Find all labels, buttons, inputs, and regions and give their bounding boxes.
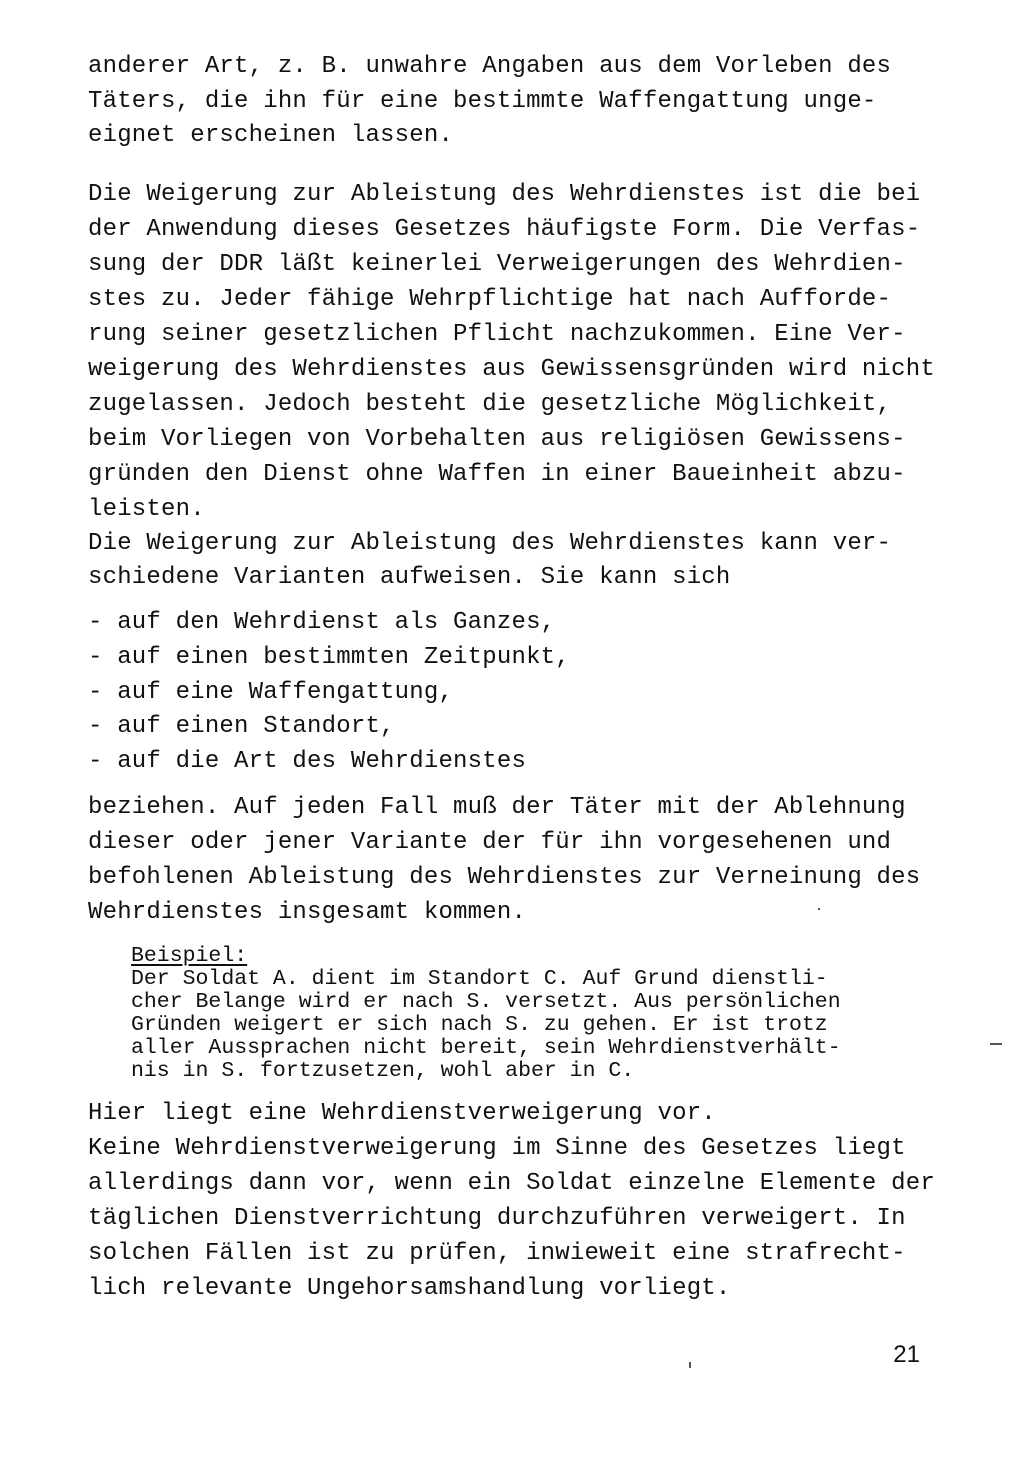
text-line: Die Weigerung zur Ableistung des Wehrdienstes ist die bei	[88, 181, 921, 208]
text-line: beim Vorliegen von Vorbehalten aus religiösen Gewissens-	[88, 426, 906, 453]
text-line: beziehen. Auf jeden Fall muß der Täter mit der Ablehnung	[88, 794, 906, 821]
list-item: - auf die Art des Wehrdienstes	[88, 748, 527, 775]
example-line: Der Soldat A. dient im Standort C. Auf Grund dienstli-	[131, 967, 828, 991]
example-line: cher Belange wird er nach S. versetzt. Aus persönlichen	[131, 990, 841, 1014]
text-line: täglichen Dienstverrichtung durchzuführen verweigert. In	[88, 1205, 906, 1232]
text-line: stes zu. Jeder fähige Wehrpflichtige hat nach Aufforde-	[88, 286, 892, 313]
text-line: schiedene Varianten aufweisen. Sie kann sich	[88, 564, 731, 591]
page-number: 21	[893, 1341, 920, 1368]
text-line: sung der DDR läßt keinerlei Verweigerungen des Wehrdien-	[88, 251, 906, 278]
text-line: gründen den Dienst ohne Waffen in einer Baueinheit abzu-	[88, 461, 906, 488]
list-item: - auf einen bestimmten Zeitpunkt,	[88, 644, 570, 671]
list-item: - auf einen Standort,	[88, 713, 395, 740]
example-line: Gründen weigert er sich nach S. zu gehen. Er ist trotz	[131, 1013, 828, 1037]
scan-speck	[990, 1043, 1002, 1045]
text-line: Wehrdienstes insgesamt kommen.	[88, 899, 527, 926]
text-line: der Anwendung dieses Gesetzes häufigste Form. Die Verfas-	[88, 216, 921, 243]
example-line: nis in S. fortzusetzen, wohl aber in C.	[131, 1059, 635, 1083]
example-heading: Beispiel:	[131, 944, 248, 968]
text-line: anderer Art, z. B. unwahre Angaben aus dem Vorleben des	[88, 53, 892, 80]
text-line: solchen Fällen ist zu prüfen, inwieweit eine strafrecht-	[88, 1240, 906, 1267]
text-line: rung seiner gesetzlichen Pflicht nachzukommen. Eine Ver-	[88, 321, 906, 348]
text-line: zugelassen. Jedoch besteht die gesetzliche Möglichkeit,	[88, 391, 892, 418]
scan-speck	[689, 1362, 691, 1368]
text-line: weigerung des Wehrdienstes aus Gewissensgründen wird nicht	[88, 356, 935, 383]
example-line: aller Aussprachen nicht bereit, sein Wehrdienstverhält-	[131, 1036, 841, 1060]
text-line: Hier liegt eine Wehrdienstverweigerung vor.	[88, 1100, 716, 1127]
text-line: Keine Wehrdienstverweigerung im Sinne des Gesetzes liegt	[88, 1135, 906, 1162]
text-line: lich relevante Ungehorsamshandlung vorliegt.	[88, 1275, 731, 1302]
text-line: Die Weigerung zur Ableistung des Wehrdienstes kann ver-	[88, 530, 892, 557]
text-line: allerdings dann vor, wenn ein Soldat einzelne Elemente der	[88, 1170, 935, 1197]
text-line: dieser oder jener Variante der für ihn vorgesehenen und	[88, 829, 892, 856]
scan-speck	[818, 908, 820, 910]
text-line: Täters, die ihn für eine bestimmte Waffengattung unge-	[88, 88, 877, 115]
list-item: - auf eine Waffengattung,	[88, 679, 454, 706]
text-line: befohlenen Ableistung des Wehrdienstes zur Verneinung des	[88, 864, 921, 891]
list-item: - auf den Wehrdienst als Ganzes,	[88, 609, 556, 636]
text-line: leisten.	[88, 496, 205, 523]
text-line: eignet erscheinen lassen.	[88, 122, 454, 149]
